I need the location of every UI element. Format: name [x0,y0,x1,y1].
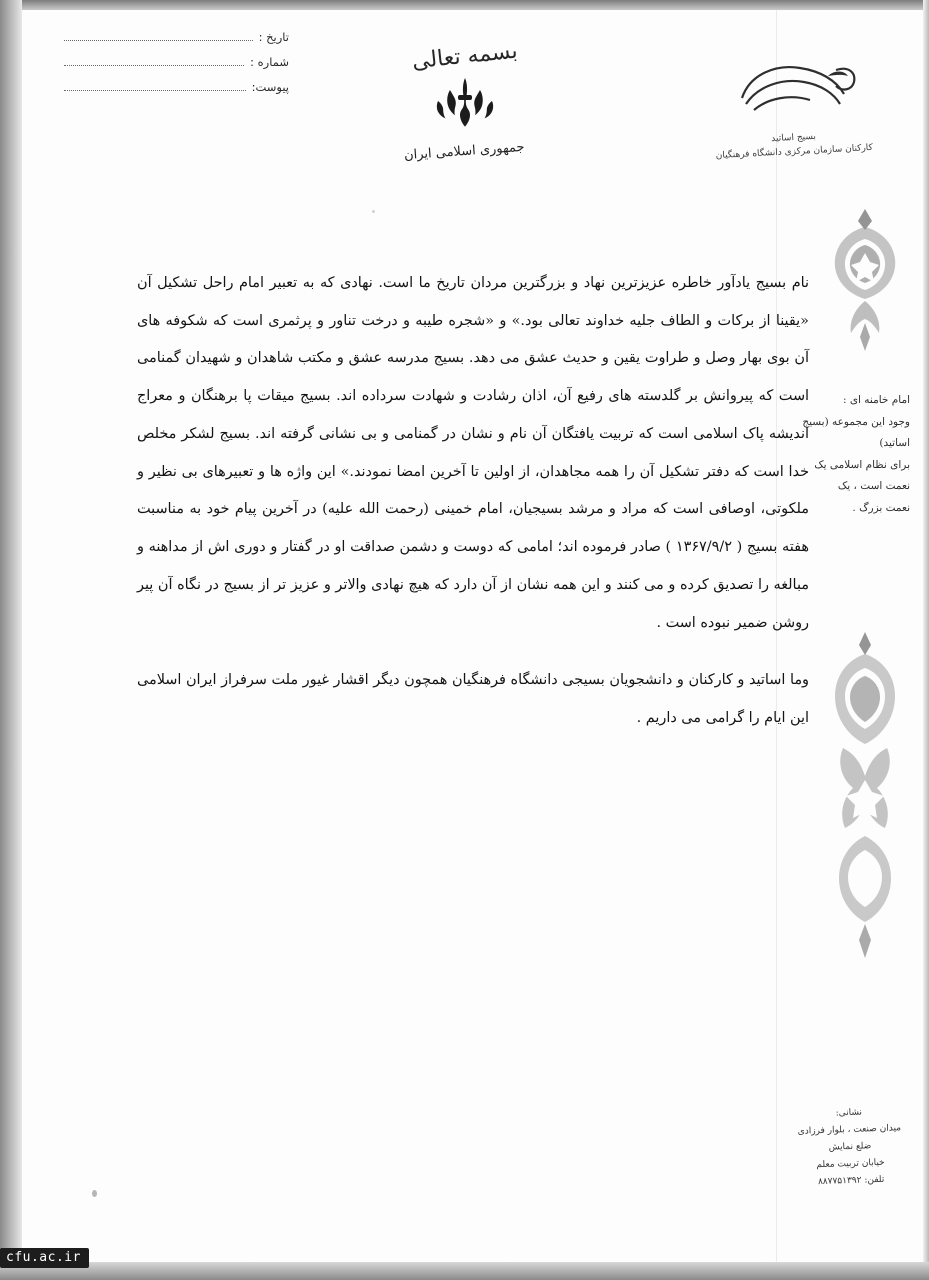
org-caption-line-1: بسیج اساتید [771,131,817,145]
scan-edge-bottom [0,1262,929,1280]
basmala-text: بسمه تعالی [410,38,519,75]
form-input-attachment[interactable] [64,89,246,91]
document-body [137,265,809,738]
org-logo-block [699,52,889,160]
header-form-fields [64,30,289,105]
org-caption-line-2: کارکنان سازمان مرکزی دانشگاه فرهنگیان [715,142,874,162]
form-input-date[interactable] [64,39,253,41]
org-logo-caption [698,127,889,165]
site-watermark: cfu.ac.ir [0,1248,89,1268]
footer-address-block [789,1103,912,1193]
republic-text: جمهوری اسلامی ایران [403,139,526,164]
form-row-number [64,55,289,69]
scan-edge-top [0,0,929,10]
form-label-attachment: پیوست: [251,80,289,94]
iran-emblem-icon [428,74,502,136]
address-line-1: میدان صنعت ، بلوار فرزادی ضلع نمایش [797,1123,902,1153]
address-line-2: خیابان تربیت معلم [816,1158,885,1171]
scan-edge-left [0,0,22,1280]
scan-speck [372,210,375,213]
scan-speck [92,1190,97,1197]
form-input-number[interactable] [64,64,244,66]
body-paragraph-2: وما اساتید و کارکنان و دانشجویان بسیجی دانشگاه فرهنگیان همچون دیگر اقشار غیور ملت سرفراز ایران اسلامی این ایام را گرامی می داریم . [137,672,809,727]
quote-line-1: وجود این مجموعه (بسیج اساتید) [802,415,910,450]
address-line-3: تلفن: ۸۸۷۷۵۱۳۹۲ [817,1175,885,1188]
form-label-number: شماره : [250,55,289,69]
emblem-block [355,38,575,164]
quote-attribution: امام خامنه ای : [842,394,910,406]
form-row-attachment [64,80,289,94]
form-row-date [64,30,289,44]
address-label: نشانی: [835,1107,863,1119]
ornamental-border-icon [815,630,915,960]
quote-line-2: برای نظام اسلامی یک [814,458,910,471]
quote-line-3: نعمت است ، یک [837,480,910,493]
ornamental-motif-icon [815,205,915,355]
body-paragraph-1: نام بسیج یادآور خاطره عزیزترین نهاد و بزرگترین مردان تاریخ ما است. نهادی که به تعبیر امام راحل تشکیل آن «یقینا از برکات و الطاف جلیه خداوند تعالی بود.» و «شجره طیبه و درخت تناور و پرثمری است که شکوفه های آن بوی بهار وصل و طراوت یقین و حدیث عشق می دهد. بسیج مدرسه عشق و مکتب شاهدان و شهیدان گمنامی است که پیروانش بر گلدسته های رفیع آن، اذان رشادت و شهادت سرداده اند. بسیج میقات پا برهنگان و معراج اندیشه پاک اسلامی است که تربیت یافتگان آن نام و نشان در گمنامی و بی نشانی گرفته اند. بسیج لشکر مخلص خدا است که دفتر تشکیل آن را همه مجاهدان، از اولین تا آخرین امضا نمودند.» این واژه ها و تعبیرهای بی نظیر و ملکوتی، اوصافی است که مراد و مرشد بسیجیان، امام خمینی (رحمت الله علیه) در آخرین پیام خود به مناسبت هفته بسیج ( ۱۳۶۷/۹/۲ ) صادر فرموده اند؛ امامی که دوست و دشمن صداقت او در گفتار و دوری اش از مداهنه و مبالغه را تصدیق کرده و می کنند و این همه نشان از آن دارد که هیچ نهادی والاتر و عزیز تر از بسیج در نگاه آن پیر روشن ضمیر نبوده است . [137,275,809,631]
khamenei-quote-block [800,390,910,519]
form-label-date: تاریخ : [258,30,289,44]
scan-edge-right [923,0,929,1280]
cfu-logo-icon [724,52,864,124]
quote-line-4: نعمت بزرگ . [852,501,910,514]
